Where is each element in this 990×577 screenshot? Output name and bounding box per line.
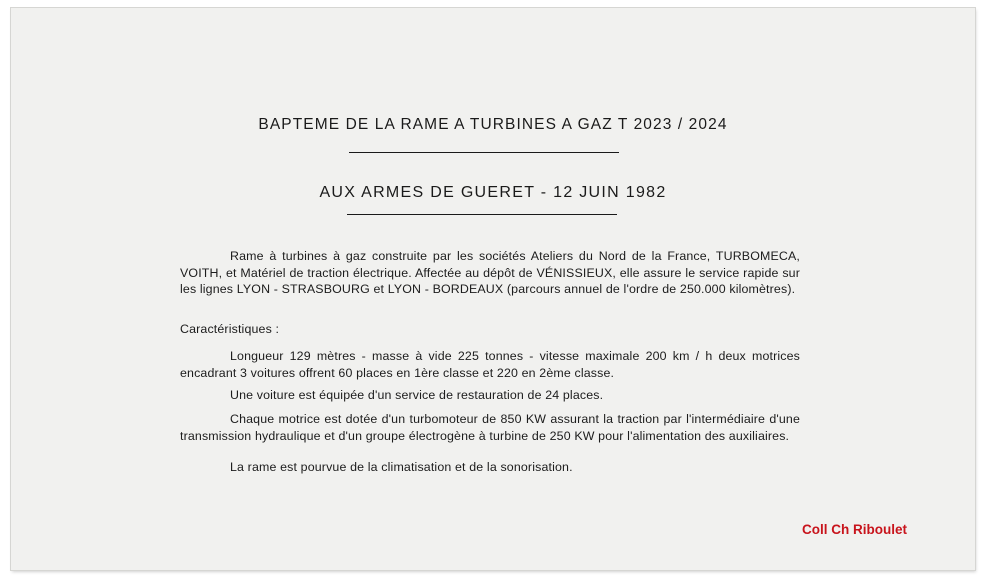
intro-block (180, 248, 800, 298)
characteristics-label: Caractéristiques : (180, 322, 280, 336)
catering-paragraph: Une voiture est équipée d'un service de restauration de 24 places. (230, 388, 604, 402)
motor-block (180, 411, 800, 444)
document-title: BAPTEME DE LA RAME A TURBINES A GAZ T 2023 / 2024 (258, 116, 728, 133)
catering-block (180, 387, 800, 404)
collection-credit: Coll Ch Riboulet (802, 522, 907, 537)
document-subtitle: AUX ARMES DE GUERET - 12 JUIN 1982 (319, 184, 667, 201)
subtitle-underline (347, 214, 617, 215)
title-underline (349, 152, 619, 153)
intro-paragraph: Rame à turbines à gaz construite par les sociétés Ateliers du Nord de la France, TURBOMECA, VOITH, et Matériel de traction électrique. Affectée au dépôt de VÉNISSIEUX, elle assure le service rapide sur les lignes LYON - STRASBOURG et LYON - BORDEAUX (parcours annuel de l'ordre de 250.000 kilomètres). (180, 249, 800, 296)
motor-paragraph: Chaque motrice est dotée d'un turbomoteur de 850 KW assurant la traction par l'intermédiaire d'une transmission hydraulique et d'un groupe électrogène à turbine de 250 KW pour l'alimentation des auxiliaires. (180, 412, 800, 443)
specs-block (180, 348, 800, 381)
document-card (11, 8, 975, 570)
comfort-paragraph: La rame est pourvue de la climatisation et de la sonorisation. (230, 460, 573, 474)
specs-paragraph: Longueur 129 mètres - masse à vide 225 tonnes - vitesse maximale 200 km / h deux motrices encadrant 3 voitures offrent 60 places en 1ère classe et 220 en 2ème classe. (180, 349, 800, 380)
comfort-block (180, 459, 800, 476)
characteristics-block (180, 321, 800, 338)
